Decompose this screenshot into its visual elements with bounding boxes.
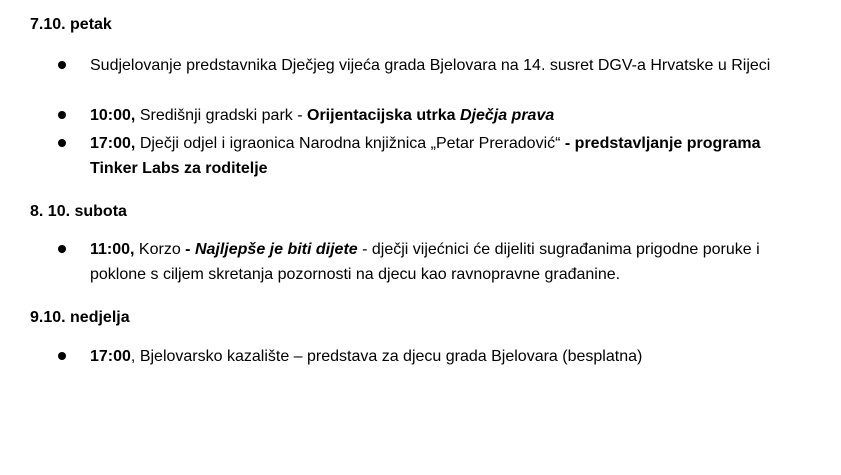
list-item [90, 131, 810, 181]
day-heading-sunday: 9.10. nedjelja [30, 309, 130, 326]
item-place: Korzo [134, 241, 186, 258]
bullet-icon [58, 352, 66, 360]
day-heading-saturday: 8. 10. subota [30, 203, 127, 220]
list-item [90, 53, 810, 78]
list-item [90, 237, 810, 287]
item-event-italic: Najljepše je biti dijete [194, 241, 358, 258]
item-event-italic: Dječja prava [459, 107, 555, 124]
bullet-icon [58, 139, 66, 147]
list-item [90, 344, 810, 369]
item-event: - predstavljanje programa Tinker Labs za roditelje [90, 135, 761, 177]
item-place: Dječji odjel i igraonica Narodna knjižnica „Petar Preradović“ [135, 135, 565, 152]
item-rest: - dječji vijećnici će dijeliti sugrađanima prigodne poruke i poklone s ciljem skretanja pozornosti na djecu kao ravnopravne građanine. [90, 241, 760, 283]
list-item [90, 103, 810, 128]
item-time: 17:00 [90, 348, 131, 365]
item-place: , Bjelovarsko kazalište – predstava za djecu grada Bjelovara (besplatna) [130, 348, 643, 365]
bullet-icon [58, 245, 66, 253]
item-time: 11:00, [90, 241, 135, 258]
item-time: 17:00, [90, 135, 136, 152]
item-event: Orijentacijska utrka [307, 107, 460, 124]
item-text: Sudjelovanje predstavnika Dječjeg vijeća grada Bjelovara na 14. susret DGV-a Hrvatske u Rijeci [90, 57, 771, 74]
item-time: 10:00, [90, 107, 136, 124]
item-place: Središnji gradski park - [135, 107, 307, 124]
day-heading-friday: 7.10. petak [30, 16, 112, 33]
bullet-icon [58, 111, 66, 119]
bullet-icon [58, 61, 66, 69]
item-event: - [185, 241, 195, 258]
